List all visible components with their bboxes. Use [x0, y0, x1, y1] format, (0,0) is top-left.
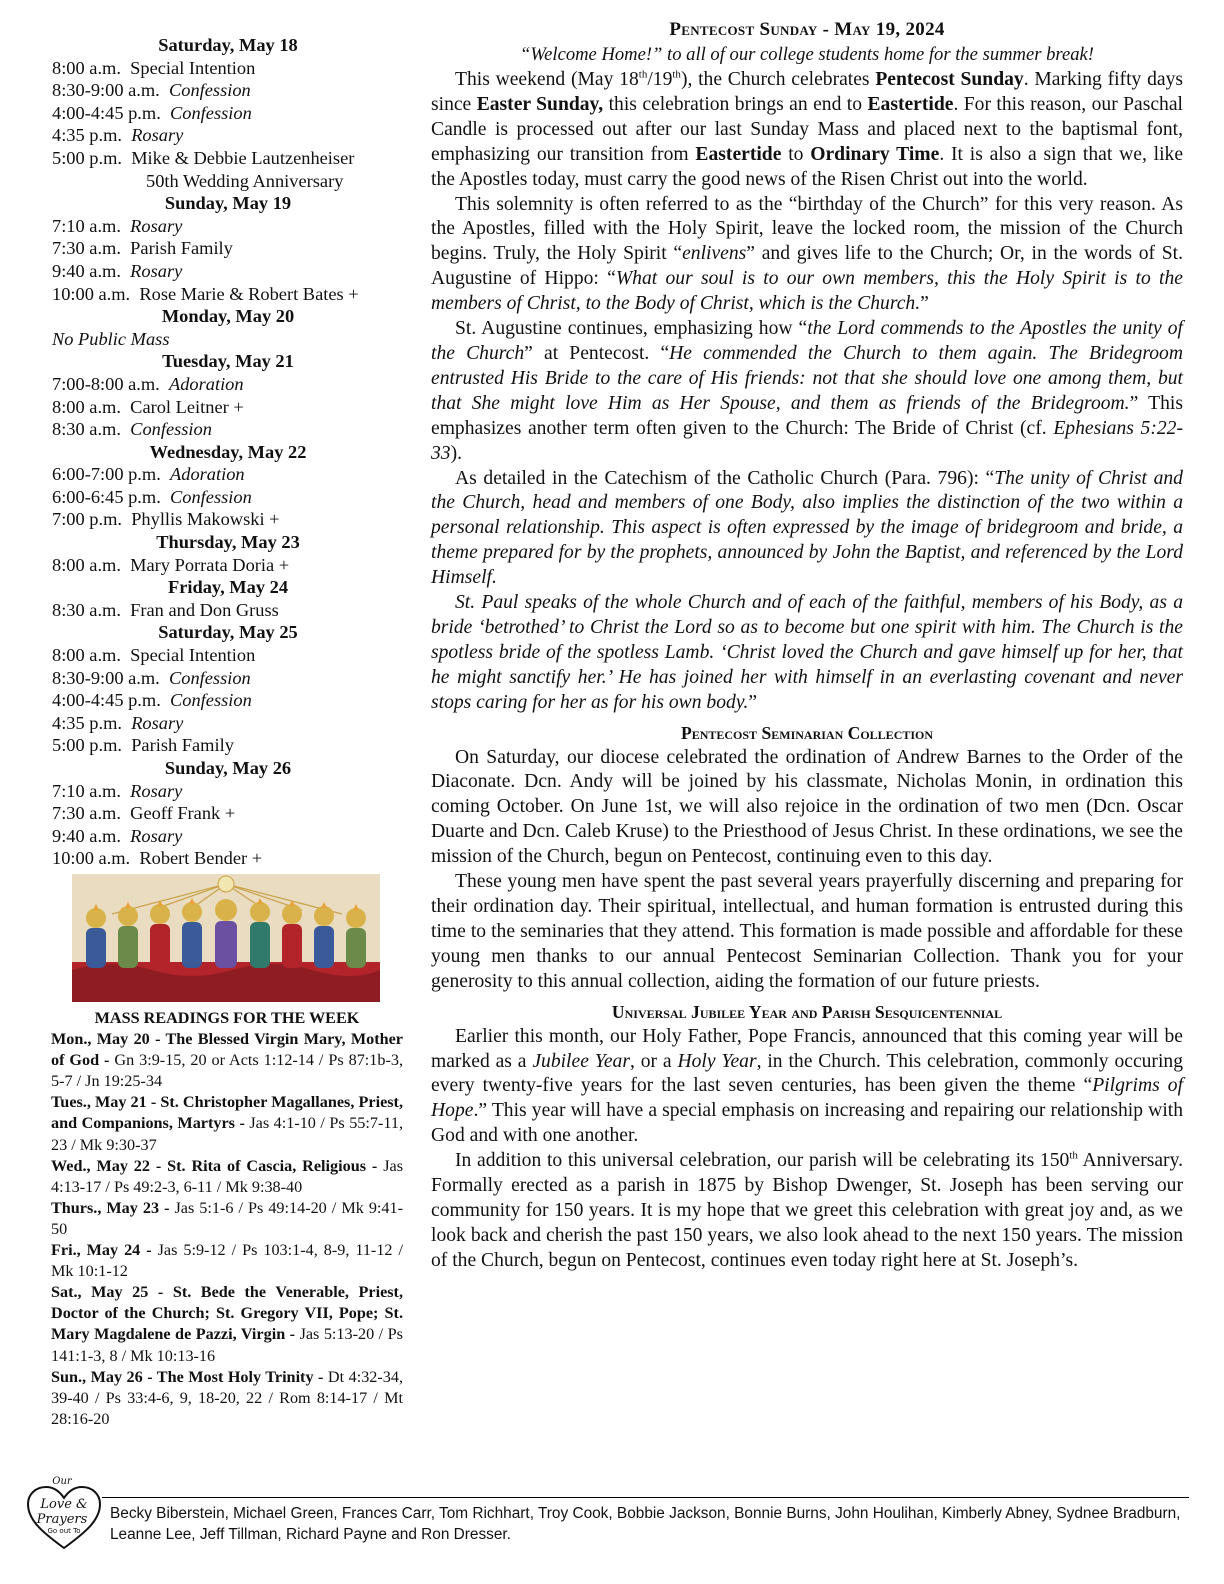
schedule-day-heading: Monday, May 20: [161, 306, 295, 327]
schedule-item: [52, 328, 404, 351]
schedule-item: [52, 147, 404, 170]
schedule-event: Special Intention: [130, 57, 256, 78]
reading-day-label: Sat., May 25 - St. Bede the Venerable, Priest, Doctor of the Church; St. Gregory VII, Pope; St. Mary Magdalene de Pazzi, Virgin -: [51, 1283, 403, 1344]
paragraph-1: This weekend (May 18th/19th), the Church celebrates Pentecost Sunday. Marking fifty days since Easter Sunday, this celebration brings an end to Eastertide. For this reason, our Paschal Candle is processed out after our last Sunday Mass and placed next to the baptismal font, emphasizing our transition from Eastertide to Ordinary Time. It is also a sign that we, like the Apostles today, must carry the good news of the Risen Christ out into the world.: [431, 68, 1184, 190]
schedule-day-heading: Sunday, May 19: [164, 193, 292, 214]
schedule-item: [52, 373, 404, 396]
paragraph-9: In addition to this universal celebration, our parish will be celebrating its 150th Anniversary. Formally erected as a parish in 1875 by Bishop Dwenger, St. Joseph has been serving our community for 150 years. It is my hope that we greet this celebration with great joy and, as we look back and cherish the past 150 years, we also look ahead to the next 150 years. The mission of the Church, begun on Pentecost, continues even today right here at St. Joseph’s.: [431, 1149, 1183, 1271]
schedule-item: [52, 667, 404, 690]
paragraph-5: St. Paul speaks of the whole Church and of each of the faithful, members of his Body, as a bride ‘betrothed’ to Christ the Lord so as to become but one spirit with him. The Church is the spotless bride of the spotless Lamb. ‘Christ loved the Church and gave himself up for her, that he might sanctify her.’ He has joined her with himself in an everlasting covenant and never stops caring for her as for his own body.”: [431, 592, 1183, 713]
schedule-event: Geoff Frank +: [130, 803, 236, 824]
schedule-time: 4:00-4:45 p.m.: [52, 102, 161, 123]
schedule-day-heading: Tuesday, May 21: [162, 351, 294, 372]
svg-text:Love &: Love &: [40, 1497, 88, 1512]
schedule-time: 9:40 a.m.: [52, 825, 121, 846]
readings-title: MASS READINGS FOR THE WEEK: [94, 1009, 360, 1027]
schedule-event: Mike & Debbie Lautzenheiser: [131, 147, 355, 168]
schedule-time: 8:30 a.m.: [52, 419, 121, 440]
schedule-item: [52, 57, 404, 80]
schedule-day-heading: Thursday, May 23: [156, 532, 300, 553]
schedule-time: 8:30 a.m.: [52, 599, 121, 620]
schedule-item: [52, 237, 404, 260]
schedule-item: [52, 486, 404, 509]
footer-divider: [102, 1497, 1189, 1498]
schedule-time: 10:00 a.m.: [52, 848, 131, 869]
schedule-event: Rosary: [130, 825, 183, 846]
schedule-item: [52, 644, 404, 667]
paragraph-4: As detailed in the Catechism of the Catholic Church (Para. 796): “The unity of Christ and the Church, head and members of one Body, also implies the distinction of the two within a personal relationship. This aspect is often expressed by the image of bridegroom and bride, a theme prepared for by the prophets, announced by John the Baptist, and referenced by the Lord Himself.: [431, 467, 1183, 589]
schedule-time: 7:10 a.m.: [52, 215, 121, 236]
schedule-event: Robert Bender +: [139, 848, 263, 869]
schedule-event: Confession: [168, 667, 251, 688]
paragraph-8: Earlier this month, our Holy Father, Pope Francis, announced that this coming year will be marked as a Jubilee Year, or a Holy Year, in the Church. This celebration, commonly occuring every twenty-five years for the last seven centuries, has been given the theme “Pilgrims of Hope.” This year will have a special emphasis on increasing and repairing our relationship with God and with one another.: [431, 1025, 1184, 1147]
schedule-item: [52, 170, 404, 193]
schedule-event: Rosary: [131, 712, 184, 733]
schedule-day-heading: Sunday, May 26: [164, 758, 292, 778]
schedule-item: [52, 102, 404, 125]
schedule-time: 7:10 a.m.: [52, 780, 121, 801]
schedule-event: Parish Family: [131, 735, 234, 756]
schedule-item: [52, 124, 404, 147]
section-heading-jubilee: Universal Jubilee Year and Parish Sesquicentennial: [611, 1001, 1003, 1022]
pastor-article: [431, 17, 1183, 1274]
paragraph-7: These young men have spent the past several years prayerfully discerning and preparing for their ordination day. Their spiritual, intellectual, and human formation is entrusted during this time to the seminaries that they attend. This formation is made possible and affordable for these young men thanks to our annual Pentecost Seminarian Collection. Thank you for your generosity to this annual collection, aiding the formation of our future priests.: [431, 871, 1183, 992]
schedule-item: [52, 396, 404, 419]
schedule-time: 4:35 p.m.: [52, 712, 122, 733]
schedule-day-heading: Saturday, May 18: [158, 35, 298, 55]
pentecost-illustration: [72, 874, 380, 1002]
schedule-time: 8:00 a.m.: [52, 554, 121, 575]
schedule-time: 7:00-8:00 a.m.: [52, 373, 160, 394]
schedule-item: [52, 283, 404, 306]
mass-schedule: [52, 34, 404, 870]
schedule-item: [52, 260, 404, 283]
schedule-item: [52, 554, 404, 577]
schedule-time: 4:35 p.m.: [52, 125, 122, 146]
apostles-image: [72, 874, 380, 1002]
schedule-day-heading: Friday, May 24: [167, 577, 289, 598]
schedule-time: 8:00 a.m.: [52, 645, 121, 666]
mass-readings: [51, 1008, 403, 1430]
reading-entry: [51, 1282, 403, 1366]
schedule-time: 10:00 a.m.: [52, 283, 131, 304]
schedule-time: 6:00-6:45 p.m.: [52, 486, 161, 507]
schedule-time: 7:00 p.m.: [52, 509, 122, 530]
schedule-item: [52, 802, 404, 825]
schedule-event: Rosary: [130, 215, 183, 236]
reading-entry: [51, 1367, 403, 1430]
schedule-event: Rosary: [130, 260, 183, 281]
schedule-item: [52, 418, 404, 441]
schedule-event: 50th Wedding Anniversary: [146, 170, 344, 191]
paragraph-3: St. Augustine continues, emphasizing how “the Lord commends to the Apostles the unity of the Church” at Pentecost. “He commended the Church to them again. The Bridegroom entrusted His Bride to the care of His friends: not that she should love one among them, but that She might love Him as Her Spouse, and them as friends of the Bridegroom.” This emphasizes another term often given to the Church: The Bride of Christ (cf. Ephesians 5:22-33).: [431, 318, 1183, 464]
schedule-event: Confession: [168, 80, 251, 101]
reading-entry: [51, 1198, 403, 1240]
reading-day-label: Mon., May 20 - The Blessed Virgin Mary, Mother of God -: [51, 1030, 403, 1070]
schedule-event: Fran and Don Gruss: [130, 599, 279, 620]
schedule-day-heading: Wednesday, May 22: [149, 441, 307, 462]
reading-citations: Dt 4:32-34, 39-40 / Ps 33:4-6, 9, 18-20, 22 / Rom 8:14-17 / Mt 28:16-20: [51, 1367, 404, 1428]
reading-day-label: Fri., May 24 -: [51, 1241, 152, 1260]
schedule-time: 4:00-4:45 p.m.: [52, 690, 161, 711]
schedule-item: [52, 215, 404, 238]
paragraph-2: This solemnity is often referred to as the “birthday of the Church” for this very reason. As the Apostles, filled with the Holy Spirit, leave the locked room, the mission of the Church begins. Truly, the Holy Spirit “enlivens” and gives life to the Church; Or, in the words of St. Augustine of Hippo: “What our soul is to our own members, this the Holy Spirit is to the members of Christ, to the Body of Christ, which is the Church.”: [431, 193, 1183, 315]
schedule-event: Phyllis Makowski +: [131, 509, 280, 530]
reading-day-label: Thurs., May 23 -: [51, 1198, 170, 1217]
schedule-item: [52, 599, 404, 622]
schedule-event: Confession: [170, 102, 252, 123]
welcome-line: “Welcome Home!” to all of our college students home for the summer break!: [520, 44, 1094, 65]
reading-entry: [51, 1240, 403, 1282]
schedule-time: 6:00-7:00 p.m.: [52, 464, 161, 485]
schedule-item: [52, 689, 404, 712]
schedule-time: 5:00 p.m.: [52, 735, 122, 756]
schedule-item: [52, 780, 404, 803]
schedule-event: Confession: [170, 486, 252, 507]
schedule-event: Mary Porrata Doria +: [130, 554, 290, 575]
schedule-time: 9:40 a.m.: [52, 260, 121, 281]
schedule-event: No Public Mass: [52, 328, 170, 349]
schedule-event: Rose Marie & Robert Bates +: [139, 283, 359, 304]
schedule-time: 7:30 a.m.: [52, 803, 121, 824]
section-heading-seminarian: Pentecost Seminarian Collection: [680, 722, 934, 743]
schedule-event: Carol Leitner +: [130, 396, 244, 417]
reading-entry: [51, 1029, 403, 1092]
svg-text:Go out To: Go out To: [47, 1527, 81, 1535]
reading-citations: Jas 5:9-12 / Ps 103:1-4, 8-9, 11-12 / Mk 10:1-12: [51, 1241, 403, 1281]
schedule-item: [52, 734, 404, 757]
schedule-event: Rosary: [131, 125, 184, 146]
schedule-event: Adoration: [168, 373, 244, 394]
schedule-time: 8:30-9:00 a.m.: [52, 80, 160, 101]
schedule-item: [52, 712, 404, 735]
schedule-event: Special Intention: [130, 645, 256, 666]
schedule-item: [52, 463, 404, 486]
schedule-item: [52, 847, 404, 870]
schedule-time: 8:00 a.m.: [52, 396, 121, 417]
paragraph-6: On Saturday, our diocese celebrated the ordination of Andrew Barnes to the Order of the Diaconate. Dcn. Andy will be joined by his classmate, Nicholas Monin, in ordination this coming October. On June 1st, we will also rejoice in the ordination of two men (Dcn. Oscar Duarte and Dcn. Caleb Kruse) to the Priesthood of Jesus Christ. In these ordinations, we see the mission of the Church, begun on Pentecost, continuing even to this day.: [431, 746, 1183, 868]
reading-entry: [51, 1092, 403, 1155]
schedule-time: 8:30-9:00 a.m.: [52, 667, 160, 688]
reading-citations: Jas 5:13-20 / Ps 141:1-3, 8 / Mk 10:13-16: [51, 1325, 403, 1365]
schedule-time: 8:00 a.m.: [52, 57, 121, 78]
schedule-event: Parish Family: [130, 238, 233, 259]
schedule-event: Rosary: [130, 780, 183, 801]
schedule-item: [52, 825, 404, 848]
reading-entry: [51, 1156, 403, 1198]
schedule-event: Adoration: [170, 464, 245, 485]
schedule-event: Confession: [130, 419, 212, 440]
reading-citations: Jas 4:1-10 / Ps 55:7-11, 23 / Mk 9:30-37: [51, 1114, 404, 1154]
schedule-event: Confession: [170, 690, 252, 711]
schedule-day-heading: Saturday, May 25: [158, 622, 298, 643]
reading-citations: Jas 4:13-17 / Ps 49:2-3, 6-11 / Mk 9:38-40: [51, 1156, 403, 1196]
svg-text:Our: Our: [52, 1476, 72, 1487]
reading-day-label: Wed., May 22 - St. Rita of Cascia, Religious -: [51, 1156, 378, 1175]
schedule-time: 5:00 p.m.: [52, 147, 122, 168]
heart-logo-icon: [22, 1472, 106, 1556]
reading-day-label: Sun., May 26 - The Most Holy Trinity -: [51, 1367, 324, 1386]
reading-citations: Gn 3:9-15, 20 or Acts 1:12-14 / Ps 87:1b-3, 5-7 / Jn 19:25-34: [51, 1051, 404, 1091]
prayer-list: Becky Biberstein, Michael Green, Frances Carr, Tom Richhart, Troy Cook, Bobbie Jackson, Bonnie Burns, John Houlihan, Kimberly Abney, Sydnee Bradburn, Leanne Lee, Jeff Tillman, Richard Payne and Ron Dresser.: [110, 1505, 1181, 1543]
prayers-logo: [22, 1472, 106, 1556]
reading-citations: Jas 5:1-6 / Ps 49:14-20 / Mk 9:41-50: [51, 1198, 403, 1238]
svg-text:Prayers: Prayers: [36, 1512, 88, 1527]
schedule-item: [52, 508, 404, 531]
schedule-time: 7:30 a.m.: [52, 238, 121, 259]
reading-day-label: Tues., May 21 - St. Christopher Magallanes, Priest, and Companions, Martyrs -: [51, 1093, 403, 1133]
article-title: Pentecost Sunday - May 19, 2024: [669, 19, 945, 40]
schedule-item: [52, 79, 404, 102]
